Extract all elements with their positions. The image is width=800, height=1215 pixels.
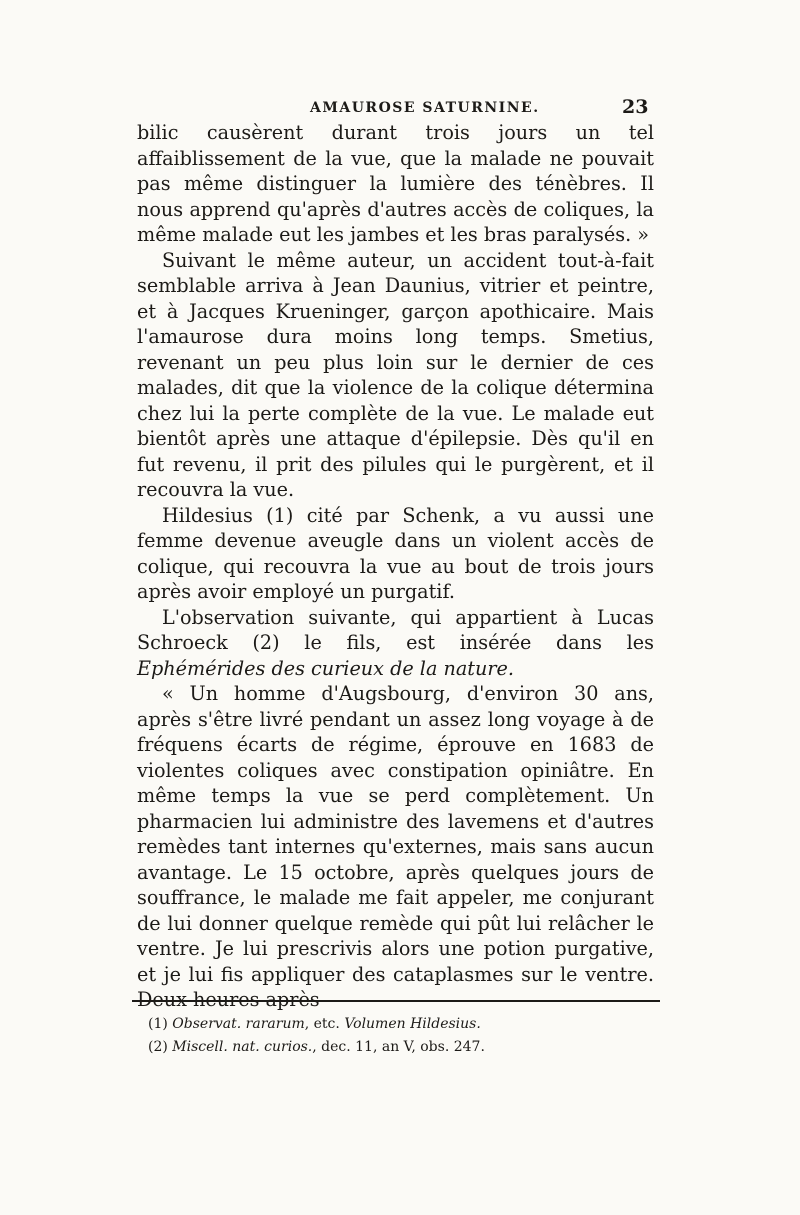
footnote-2	[148, 1036, 648, 1059]
footnote-2-number: (2)	[148, 1039, 168, 1055]
footnote-1-mid: , etc.	[304, 1016, 345, 1032]
footnote-1-volume: Volumen Hildesius.	[344, 1016, 481, 1032]
footnote-rule	[132, 1000, 660, 1002]
paragraph-schroeck	[137, 605, 654, 682]
footnote-1-number: (1)	[148, 1016, 168, 1032]
footnote-2-source: Miscell. nat. curios.	[172, 1039, 313, 1055]
paragraph-schroeck-text: L'observation suivante, qui appartient à Lucas Schroeck (2) le fils, est insérée dans les	[137, 605, 654, 654]
footnote-1	[148, 1013, 648, 1036]
running-head: AMAUROSE SATURNINE.	[310, 100, 540, 116]
footnote-2-rest: , dec. 11, an V, obs. 247.	[312, 1039, 485, 1055]
body-text	[137, 120, 654, 1013]
journal-title: Ephémérides des curieux de la nature.	[137, 656, 514, 680]
paragraph-smetius: Suivant le même auteur, un accident tout-à-fait semblable arriva à Jean Daunius, vitrier et peintre, et à Jacques Krueninger, garçon apothicaire. Mais l'amaurose dura moins long temps. Smetius, revenant un peu plus loin sur le dernier de ces malades, dit que la violence de la colique détermina chez lui la perte complète de la vue. Le malade eut bientôt après une attaque d'épilepsie. Dès qu'il en fut revenu, il prit des pilules qui le purgèrent, et il recouvra la vue.	[137, 248, 654, 501]
paragraph-hildesius: Hildesius (1) cité par Schenk, a vu aussi une femme devenue aveugle dans un violent accès de colique, qui recouvra la vue au bout de trois jours après avoir employé un purgatif.	[137, 503, 654, 603]
page-number: 23	[622, 96, 649, 118]
paragraph-continued: bilic causèrent durant trois jours un tel affaiblissement de la vue, que la malade ne pouvait pas même distinguer la lumière des ténèbres. Il nous apprend qu'après d'autres accès de coliques, la même malade eut les jambes et les bras paralysés. »	[137, 121, 654, 246]
footnotes	[148, 1013, 648, 1059]
footnote-1-source: Observat. rararum	[172, 1016, 305, 1032]
paragraph-observation: « Un homme d'Augsbourg, d'environ 30 ans, après s'être livré pendant un assez long voyage à de fréquens écarts de régime, éprouve en 1683 de violentes coliques avec constipation opiniâtre. En même temps la vue se perd complètement. Un pharmacien lui administre des lavemens et d'autres remèdes tant internes qu'externes, mais sans aucun avantage. Le 15 octobre, après quelques jours de souffrance, le malade me fait appeler, me conjurant de lui donner quelque remède qui pût lui relâcher le ventre. Je lui prescrivis alors une potion purgative, et je lui fis appliquer des cataplasmes sur le ventre. Deux heures après	[137, 682, 654, 1011]
